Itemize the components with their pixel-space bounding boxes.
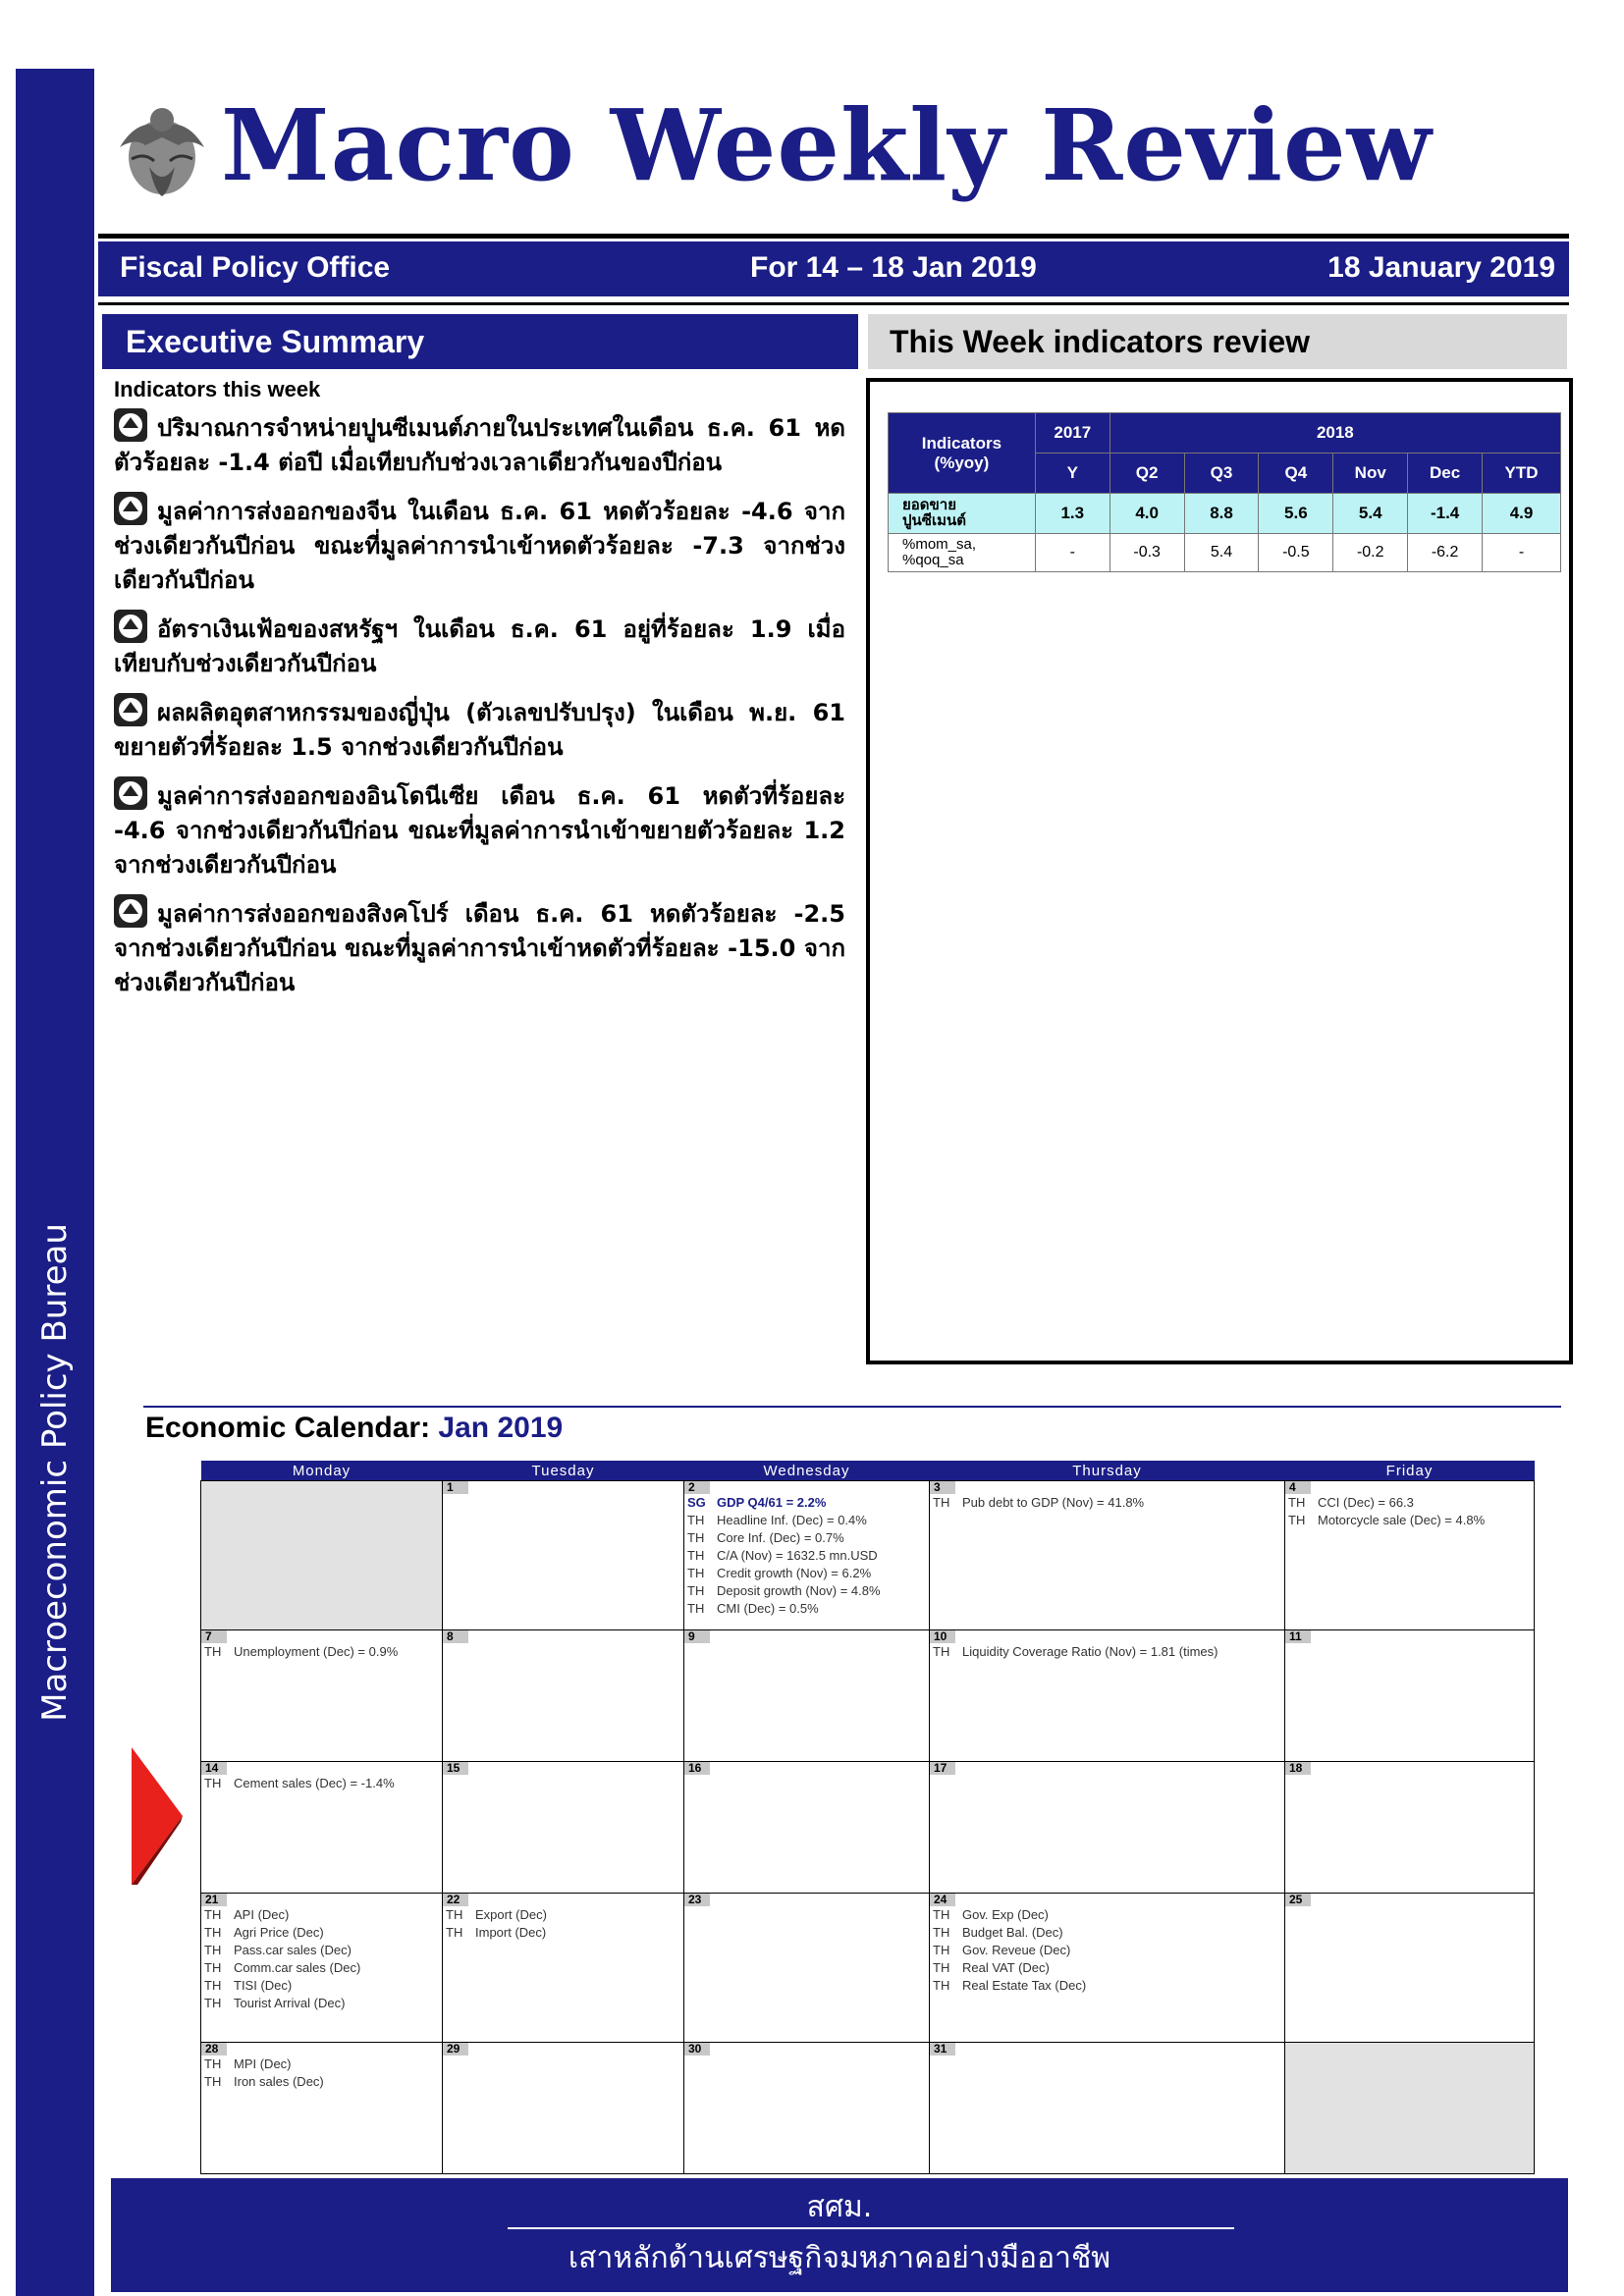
indicators-title: Indicators this week (114, 377, 321, 401)
table-cell: - (1035, 534, 1110, 572)
calendar-day-cell (930, 1630, 1285, 1762)
calendar-day-cell (930, 1762, 1285, 1894)
calendar-day-number: 10 (930, 1630, 955, 1643)
table-row-label (889, 534, 1036, 572)
calendar-rule (143, 1406, 1561, 1408)
calendar-day-number: 28 (201, 2043, 227, 2056)
event-country: TH (204, 1907, 222, 1922)
event-text: Core Inf. (Dec) = 0.7% (717, 1530, 844, 1545)
calendar-event (684, 1494, 929, 1512)
footer-divider (508, 2227, 1234, 2229)
event-text: GDP Q4/61 = 2.2% (717, 1495, 827, 1510)
event-country: TH (687, 1530, 705, 1545)
calendar-event (930, 1906, 1284, 1924)
calendar-day-number: 22 (443, 1894, 468, 1906)
calendar-week-row (201, 1630, 1535, 1762)
table-cell: - (1483, 534, 1561, 572)
calendar-event (201, 1643, 442, 1661)
event-country: TH (204, 1943, 222, 1957)
event-country: TH (687, 1566, 705, 1580)
header-rule-bottom (98, 302, 1569, 305)
calendar-day-cell (201, 1762, 443, 1894)
calendar-event (201, 2073, 442, 2091)
header-banner (98, 241, 1569, 296)
calendar-day-number: 7 (201, 1630, 227, 1643)
table-header-year-2017: 2017 (1035, 413, 1110, 454)
calendar-day-number: 1 (443, 1481, 468, 1494)
calendar-day-number: 2 (684, 1481, 710, 1494)
table-cell: -1.4 (1408, 494, 1483, 534)
event-text: CCI (Dec) = 66.3 (1318, 1495, 1414, 1510)
event-country: TH (933, 1907, 950, 1922)
table-header-label: Indicators (921, 433, 1002, 453)
calendar-title-label: Economic Calendar: (145, 1412, 431, 1444)
table-col-header: Q4 (1259, 454, 1333, 494)
calendar-day-cell (1285, 1481, 1535, 1630)
event-country: TH (204, 1925, 222, 1940)
current-week-arrow-icon (132, 1747, 183, 1889)
calendar-day-cell (684, 1894, 930, 2043)
event-text: Pub debt to GDP (Nov) = 41.8% (962, 1495, 1145, 1510)
summary-list (114, 408, 845, 1012)
calendar-event (684, 1512, 929, 1529)
table-row-label-line: ปูนซีเมนต์ (902, 512, 966, 529)
calendar-event (201, 1906, 442, 1924)
up-arrow-icon (114, 776, 147, 810)
calendar-event (201, 1977, 442, 1995)
calendar-event (684, 1582, 929, 1600)
event-text: Unemployment (Dec) = 0.9% (234, 1644, 399, 1659)
summary-item-text: มูลค่าการส่งออกของอินโดนีเซีย เดือน ธ.ค. 61 หดตัวที่ร้อยละ -4.6 จากช่วงเดียวกันปีก่อน ขณะที่มูลค่าการนำเข้าขยายตัวร้อยละ 1.2 จากช่วงเดียวกันปีก่อน (114, 782, 845, 879)
table-col-header: Q3 (1184, 454, 1259, 494)
event-text: Real Estate Tax (Dec) (962, 1978, 1087, 1993)
event-country: TH (204, 1996, 222, 2010)
event-text: Budget Bal. (Dec) (962, 1925, 1063, 1940)
table-col-header: Y (1035, 454, 1110, 494)
left-sidebar-bar (16, 69, 94, 2296)
calendar-event (930, 1494, 1284, 1512)
week-review-header (868, 314, 1567, 369)
table-col-header: Dec (1408, 454, 1483, 494)
calendar-day-number: 31 (930, 2043, 955, 2056)
calendar-day-header: Monday (201, 1461, 443, 1481)
calendar-event (930, 1942, 1284, 1959)
table-col-header: YTD (1483, 454, 1561, 494)
table-cell: 4.0 (1110, 494, 1184, 534)
event-country: TH (204, 1644, 222, 1659)
calendar-day-cell (684, 1630, 930, 1762)
event-country: TH (933, 1925, 950, 1940)
table-header-year-2018: 2018 (1110, 413, 1560, 454)
calendar-week-row (201, 2043, 1535, 2174)
calendar-day-number: 23 (684, 1894, 710, 1906)
calendar-day-cell (201, 1481, 443, 1630)
calendar-event (201, 1924, 442, 1942)
calendar-day-cell (201, 1630, 443, 1762)
calendar-day-cell (684, 1481, 930, 1630)
calendar-day-cell (443, 1630, 684, 1762)
calendar-day-header: Tuesday (443, 1461, 684, 1481)
table-cell: -6.2 (1408, 534, 1483, 572)
calendar-event (443, 1906, 683, 1924)
event-country: TH (1288, 1513, 1306, 1527)
summary-item-text: ปริมาณการจำหน่ายปูนซีเมนต์ภายในประเทศในเดือน ธ.ค. 61 หดตัวร้อยละ -1.4 ต่อปี เมื่อเทียบกับช่วงเวลาเดียวกันของปีก่อน (114, 414, 845, 476)
calendar-day-cell (930, 1481, 1285, 1630)
table-cell: 5.4 (1333, 494, 1408, 534)
calendar-event (1285, 1494, 1534, 1512)
calendar-event (684, 1565, 929, 1582)
calendar-day-cell (201, 2043, 443, 2174)
calendar-event (201, 2056, 442, 2073)
table-row-label-line: ยอดขาย (902, 497, 957, 513)
calendar-week-row (201, 1481, 1535, 1630)
table-cell: 5.4 (1184, 534, 1259, 572)
event-text: Deposit growth (Nov) = 4.8% (717, 1583, 881, 1598)
summary-item (114, 776, 845, 882)
event-country: TH (933, 1943, 950, 1957)
table-row (889, 494, 1561, 534)
footer-banner (111, 2178, 1568, 2292)
event-text: Tourist Arrival (Dec) (234, 1996, 346, 2010)
summary-item (114, 610, 845, 681)
event-country: TH (933, 1978, 950, 1993)
calendar-event (201, 1942, 442, 1959)
event-text: Pass.car sales (Dec) (234, 1943, 352, 1957)
calendar-day-cell (443, 1762, 684, 1894)
table-cell: -0.3 (1110, 534, 1184, 572)
event-country: TH (933, 1644, 950, 1659)
calendar-day-number: 9 (684, 1630, 710, 1643)
event-country: TH (1288, 1495, 1306, 1510)
calendar-event (684, 1547, 929, 1565)
up-arrow-icon (114, 693, 147, 726)
calendar-day-header: Friday (1285, 1461, 1535, 1481)
calendar-event (930, 1959, 1284, 1977)
event-country: TH (446, 1925, 463, 1940)
event-text: CMI (Dec) = 0.5% (717, 1601, 819, 1616)
calendar-day-cell (443, 1481, 684, 1630)
calendar-day-number: 4 (1285, 1481, 1311, 1494)
calendar-day-cell (1285, 2043, 1535, 2174)
summary-item (114, 492, 845, 598)
calendar-day-cell (930, 2043, 1285, 2174)
event-text: Credit growth (Nov) = 6.2% (717, 1566, 872, 1580)
event-text: Gov. Exp (Dec) (962, 1907, 1049, 1922)
report-date: 18 January 2019 (1327, 251, 1555, 284)
up-arrow-icon (114, 408, 147, 442)
summary-item-text: อัตราเงินเฟ้อของสหรัฐฯ ในเดือน ธ.ค. 61 อยู่ที่ร้อยละ 1.9 เมื่อเทียบกับช่วงเดียวกันปีก่อน (114, 615, 845, 677)
indicators-table (888, 412, 1561, 572)
event-text: Real VAT (Dec) (962, 1960, 1050, 1975)
calendar-day-cell (201, 1894, 443, 2043)
event-text: Liquidity Coverage Ratio (Nov) = 1.81 (times) (962, 1644, 1218, 1659)
calendar-day-number: 15 (443, 1762, 468, 1775)
calendar-day-number: 14 (201, 1762, 227, 1775)
table-cell: 4.9 (1483, 494, 1561, 534)
event-text: Import (Dec) (475, 1925, 547, 1940)
event-text: TISI (Dec) (234, 1978, 293, 1993)
calendar-day-number: 25 (1285, 1894, 1311, 1906)
event-country: TH (204, 1960, 222, 1975)
calendar-event (684, 1529, 929, 1547)
summary-item-text: มูลค่าการส่งออกของจีน ในเดือน ธ.ค. 61 หดตัวร้อยละ -4.6 จากช่วงเดียวกันปีก่อน ขณะที่มูลค่าการนำเข้าหดตัวร้อยละ -7.3 จากช่วงเดียวกันปีก่อน (114, 498, 845, 594)
event-text: Iron sales (Dec) (234, 2074, 324, 2089)
calendar-day-number: 21 (201, 1894, 227, 1906)
up-arrow-icon (114, 610, 147, 643)
table-row-label-line: %qoq_sa (902, 552, 964, 568)
event-country: TH (446, 1907, 463, 1922)
sidebar-label: Macroeconomic Policy Bureau (35, 1223, 75, 1722)
calendar-day-number: 17 (930, 1762, 955, 1775)
table-header-unit: (%yoy) (934, 453, 990, 472)
page-title: Macro Weekly Review (221, 87, 1433, 203)
footer-org: สศม. (806, 2190, 873, 2224)
calendar-event (930, 1643, 1284, 1661)
calendar-event (201, 1775, 442, 1792)
event-country: TH (204, 1776, 222, 1790)
calendar-event (684, 1600, 929, 1618)
office-name: Fiscal Policy Office (120, 251, 391, 284)
garuda-logo-icon (110, 98, 214, 202)
calendar-month: Jan 2019 (438, 1412, 564, 1444)
event-text: MPI (Dec) (234, 2056, 292, 2071)
calendar-day-number: 11 (1285, 1630, 1311, 1643)
event-text: Comm.car sales (Dec) (234, 1960, 361, 1975)
calendar-day-number: 18 (1285, 1762, 1311, 1775)
calendar-event (1285, 1512, 1534, 1529)
calendar-day-cell (443, 1894, 684, 2043)
event-country: TH (687, 1601, 705, 1616)
event-text: C/A (Nov) = 1632.5 mn.USD (717, 1548, 878, 1563)
event-country: TH (204, 2056, 222, 2071)
table-header-indicators (889, 413, 1036, 494)
up-arrow-icon (114, 492, 147, 525)
calendar-day-cell (1285, 1894, 1535, 2043)
calendar-week-row (201, 1894, 1535, 2043)
event-text: Agri Price (Dec) (234, 1925, 324, 1940)
calendar-title (145, 1412, 563, 1445)
event-country: TH (687, 1548, 705, 1563)
table-cell: 8.8 (1184, 494, 1259, 534)
calendar-day-cell (684, 1762, 930, 1894)
calendar-event (930, 1977, 1284, 1995)
footer-motto: เสาหลักด้านเศรษฐกิจมหภาคอย่างมืออาชีพ (568, 2241, 1111, 2275)
summary-item-text: ผลผลิตอุตสาหกรรมของญี่ปุ่น (ตัวเลขปรับปรุง) ในเดือน พ.ย. 61 ขยายตัวที่ร้อยละ 1.5 จากช่วงเดียวกันปีก่อน (114, 699, 845, 761)
calendar-day-number: 16 (684, 1762, 710, 1775)
event-country: TH (204, 1978, 222, 1993)
economic-calendar (200, 1461, 1535, 2174)
executive-summary-title: Executive Summary (126, 324, 425, 359)
calendar-day-cell (443, 2043, 684, 2174)
table-cell: 1.3 (1035, 494, 1110, 534)
calendar-day-header: Thursday (930, 1461, 1285, 1481)
calendar-event (201, 1995, 442, 2012)
event-country: SG (687, 1495, 706, 1510)
event-country: TH (687, 1513, 705, 1527)
event-text: Motorcycle sale (Dec) = 4.8% (1318, 1513, 1486, 1527)
calendar-day-number: 30 (684, 2043, 710, 2056)
week-review-title: This Week indicators review (890, 324, 1311, 359)
calendar-day-number: 29 (443, 2043, 468, 2056)
event-country: TH (933, 1960, 950, 1975)
event-country: TH (204, 2074, 222, 2089)
executive-summary-header (102, 314, 858, 369)
event-text: Gov. Reveue (Dec) (962, 1943, 1071, 1957)
table-cell: 5.6 (1259, 494, 1333, 534)
event-text: Headline Inf. (Dec) = 0.4% (717, 1513, 867, 1527)
table-col-header: Nov (1333, 454, 1408, 494)
calendar-day-number: 8 (443, 1630, 468, 1643)
calendar-day-cell (684, 2043, 930, 2174)
table-row-label-line: %mom_sa, (902, 536, 977, 553)
table-cell: -0.2 (1333, 534, 1408, 572)
summary-item-text: มูลค่าการส่งออกของสิงคโปร์ เดือน ธ.ค. 61 หดตัวร้อยละ -2.5 จากช่วงเดียวกันปีก่อน ขณะที่มูลค่าการนำเข้าหดตัวที่ร้อยละ -15.0 จากช่วงเดียวกันปีก่อน (114, 900, 845, 996)
calendar-day-cell (930, 1894, 1285, 2043)
up-arrow-icon (114, 894, 147, 928)
calendar-event (443, 1924, 683, 1942)
header-rule-top (98, 234, 1569, 239)
table-row (889, 534, 1561, 572)
calendar-week-row (201, 1762, 1535, 1894)
calendar-day-number: 24 (930, 1894, 955, 1906)
calendar-event (201, 1959, 442, 1977)
summary-item (114, 693, 845, 765)
event-text: Export (Dec) (475, 1907, 547, 1922)
table-cell: -0.5 (1259, 534, 1333, 572)
calendar-event (930, 1924, 1284, 1942)
report-period: For 14 – 18 Jan 2019 (750, 251, 1037, 284)
calendar-day-number: 3 (930, 1481, 955, 1494)
event-country: TH (687, 1583, 705, 1598)
table-col-header: Q2 (1110, 454, 1184, 494)
summary-item (114, 894, 845, 1000)
calendar-day-cell (1285, 1762, 1535, 1894)
event-text: API (Dec) (234, 1907, 290, 1922)
table-row-label (889, 494, 1036, 534)
calendar-day-cell (1285, 1630, 1535, 1762)
event-text: Cement sales (Dec) = -1.4% (234, 1776, 395, 1790)
calendar-day-header: Wednesday (684, 1461, 930, 1481)
summary-item (114, 408, 845, 480)
event-country: TH (933, 1495, 950, 1510)
